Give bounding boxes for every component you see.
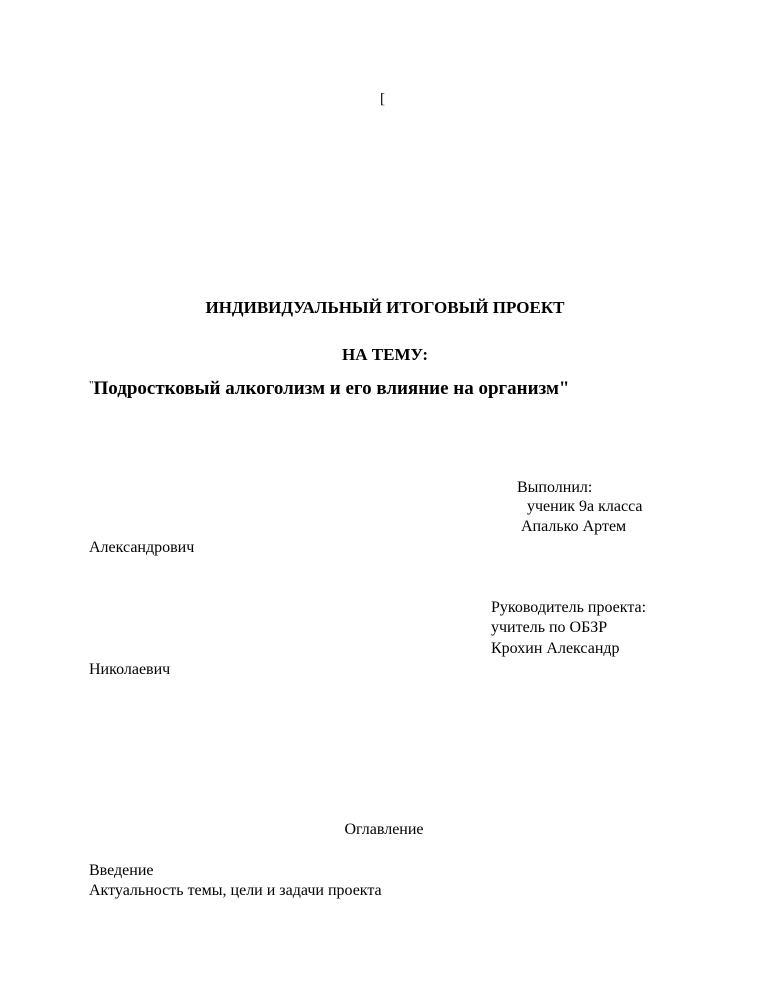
- toc-item: Актуальность темы, цели и задачи проекта: [89, 882, 382, 899]
- supervisor-name: Крохин Александр: [491, 640, 620, 657]
- supervisor-patronymic: Николаевич: [89, 661, 171, 678]
- stray-bracket: [: [380, 91, 385, 107]
- toc-title: Оглавление: [344, 821, 424, 838]
- author-label: Выполнил:: [517, 479, 593, 496]
- author-patronymic: Александрович: [89, 539, 195, 556]
- project-topic: [89, 379, 569, 398]
- project-subtitle: НА ТЕМУ:: [342, 345, 428, 364]
- project-title: ИНДИВИДУАЛЬНЫЙ ИТОГОВЫЙ ПРОЕКТ: [205, 298, 565, 317]
- topic-text: Подростковый алкоголизм и его влияние на организм": [93, 378, 570, 399]
- author-grade: ученик 9а класса: [527, 498, 643, 515]
- author-name: Апалько Артем: [521, 518, 627, 535]
- supervisor-position: учитель по ОБЗР: [491, 619, 608, 636]
- toc-item: Введение: [89, 862, 154, 879]
- topic-open-quote: ": [89, 379, 94, 391]
- supervisor-label: Руководитель проекта:: [491, 599, 647, 616]
